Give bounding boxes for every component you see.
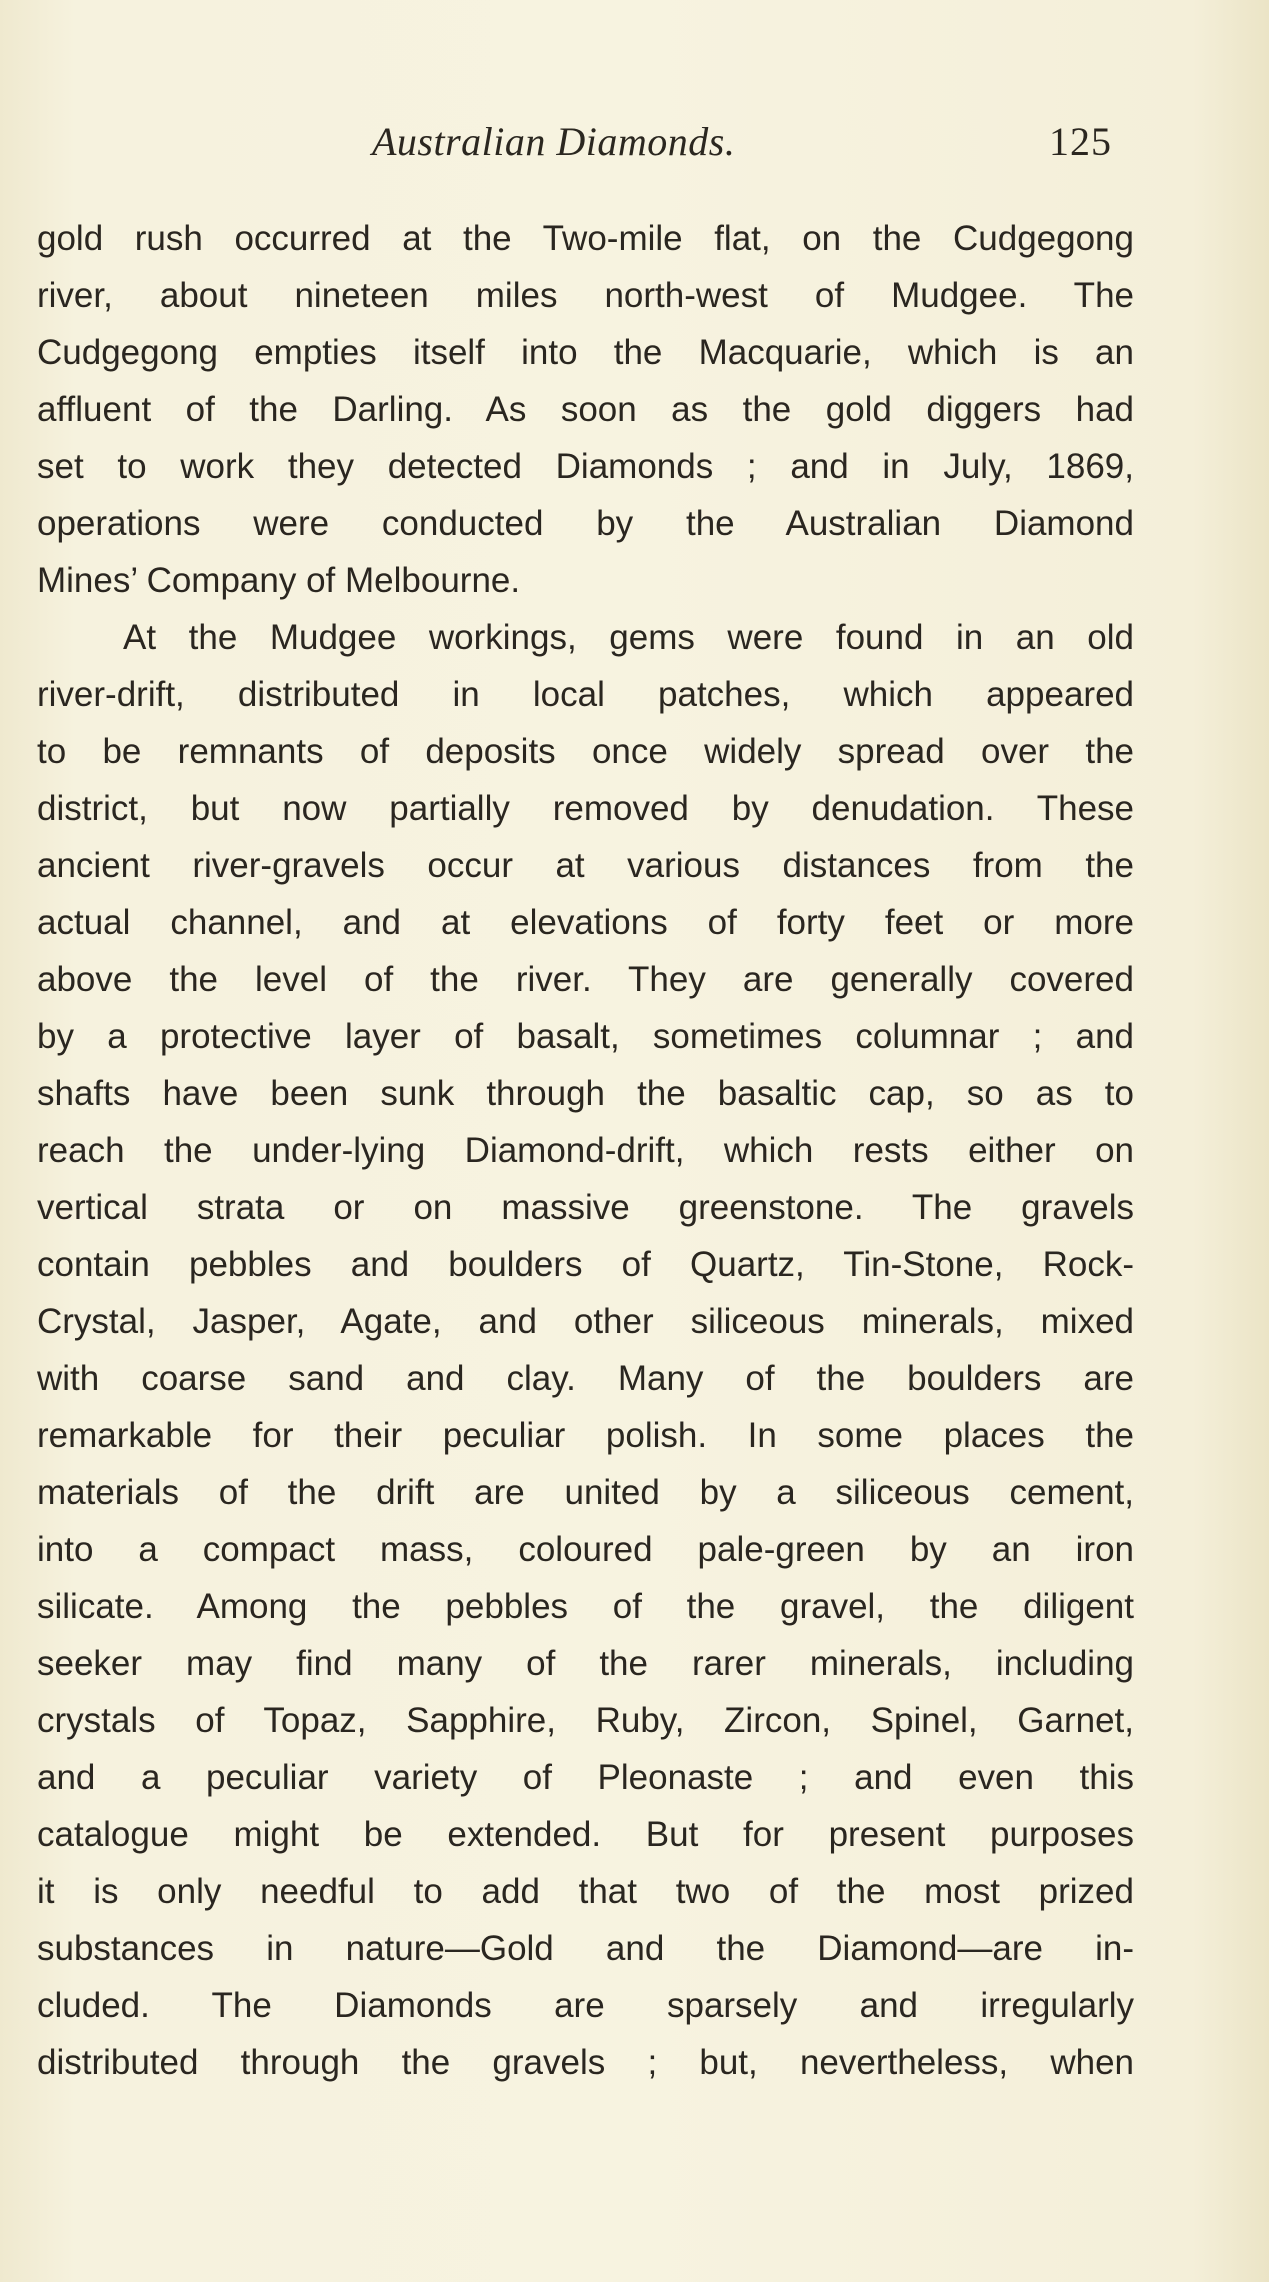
text-line: into a compact mass, coloured pale-green by an iron — [37, 1530, 1134, 1569]
text-line: operations were conducted by the Australian Diamond — [37, 504, 1134, 543]
text-line: set to work they detected Diamonds ; and in July, 1869, — [37, 447, 1134, 486]
text-line: district, but now partially removed by denudation. These — [37, 789, 1134, 828]
text-line: silicate. Among the pebbles of the gravel, the diligent — [37, 1587, 1134, 1626]
text-line: cluded. The Diamonds are sparsely and irregularly — [37, 1986, 1134, 2025]
text-line: crystals of Topaz, Sapphire, Ruby, Zircon, Spinel, Garnet, — [37, 1701, 1134, 1740]
text-line: gold rush occurred at the Two-mile flat, on the Cudgegong — [37, 219, 1134, 258]
text-line: contain pebbles and boulders of Quartz, Tin-Stone, Rock- — [37, 1245, 1134, 1284]
text-line: At the Mudgee workings, gems were found in an old — [123, 618, 1134, 657]
text-line: seeker may find many of the rarer minerals, including — [37, 1644, 1134, 1683]
text-line: shafts have been sunk through the basaltic cap, so as to — [37, 1074, 1134, 1113]
body-text — [37, 210, 1134, 2091]
text-line: and a peculiar variety of Pleonaste ; and even this — [37, 1758, 1134, 1797]
text-line: it is only needful to add that two of the most prized — [37, 1872, 1134, 1911]
text-line: vertical strata or on massive greenstone. The gravels — [37, 1188, 1134, 1227]
text-line: by a protective layer of basalt, sometimes columnar ; and — [37, 1017, 1134, 1056]
text-line: to be remnants of deposits once widely spread over the — [37, 732, 1134, 771]
text-line: Mines’ Company of Melbourne. — [37, 561, 521, 600]
text-line: river-drift, distributed in local patches, which appeared — [37, 675, 1134, 714]
text-line: actual channel, and at elevations of forty feet or more — [37, 903, 1134, 942]
running-head — [372, 118, 1112, 178]
text-line: with coarse sand and clay. Many of the boulders are — [37, 1359, 1134, 1398]
text-line: substances in nature—Gold and the Diamond—are in- — [37, 1929, 1134, 1968]
text-line: river, about nineteen miles north-west of Mudgee. The — [37, 276, 1134, 315]
text-line: reach the under-lying Diamond-drift, which rests either on — [37, 1131, 1134, 1170]
page-number: 125 — [1049, 119, 1112, 164]
text-line: above the level of the river. They are generally covered — [37, 960, 1134, 999]
text-line: remarkable for their peculiar polish. In some places the — [37, 1416, 1134, 1455]
text-line: materials of the drift are united by a siliceous cement, — [37, 1473, 1134, 1512]
text-line: Crystal, Jasper, Agate, and other siliceous minerals, mixed — [37, 1302, 1134, 1341]
text-line: catalogue might be extended. But for present purposes — [37, 1815, 1134, 1854]
running-title: Australian Diamonds. — [372, 119, 736, 164]
text-line: Cudgegong empties itself into the Macquarie, which is an — [37, 333, 1134, 372]
text-line: affluent of the Darling. As soon as the gold diggers had — [37, 390, 1134, 429]
text-line: ancient river-gravels occur at various distances from the — [37, 846, 1134, 885]
text-line: distributed through the gravels ; but, nevertheless, when — [37, 2043, 1134, 2082]
